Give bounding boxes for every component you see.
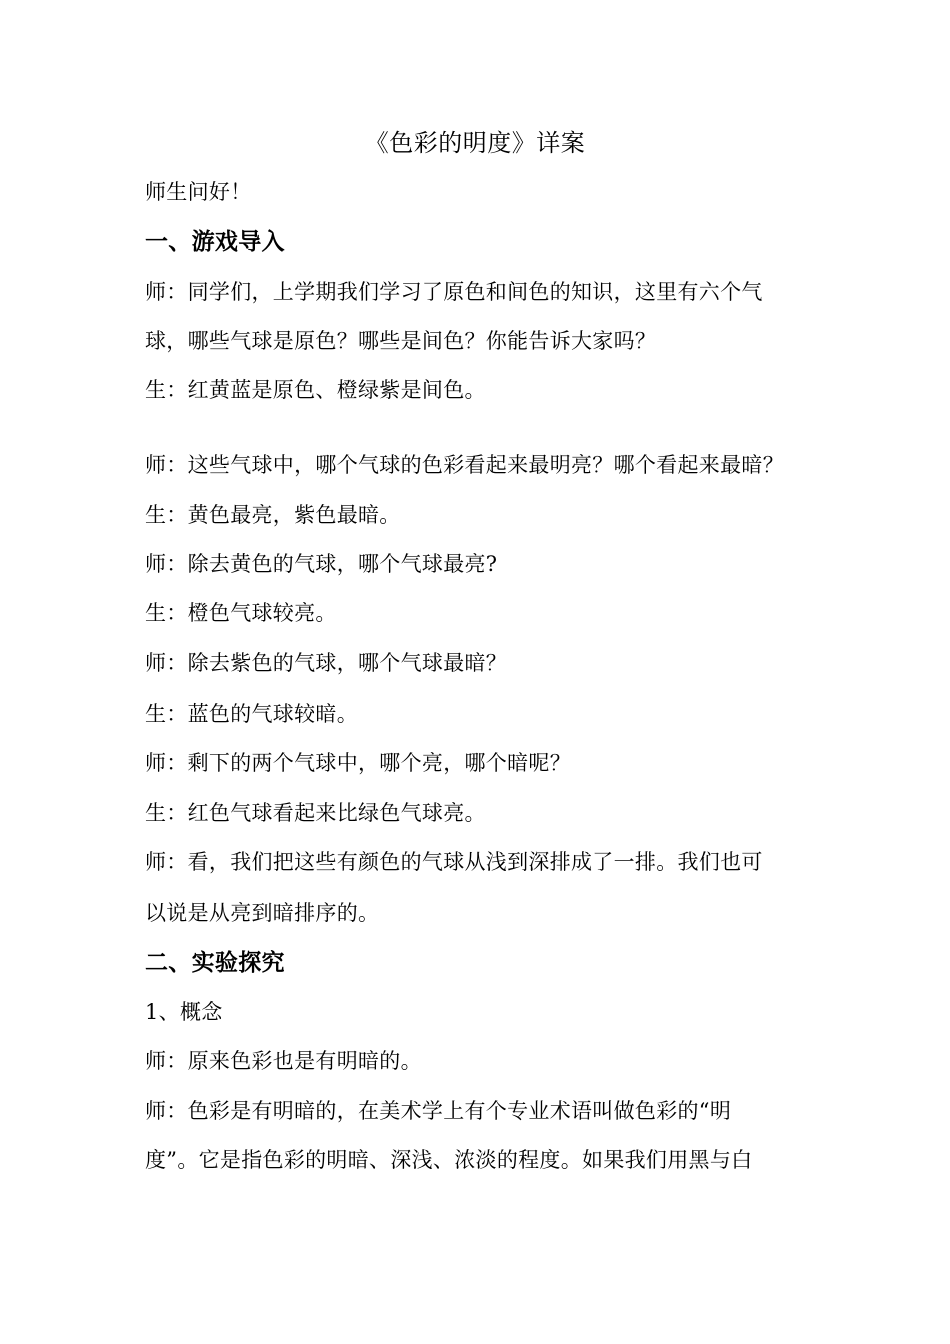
text-line: 以说是从亮到暗排序的。 <box>145 901 380 925</box>
text-line: 生：蓝色的气球较暗。 <box>145 702 358 726</box>
text-line: 师：除去黄色的气球，哪个气球最亮? <box>145 552 498 576</box>
text-line: 师：同学们，上学期我们学习了原色和间色的知识，这里有六个气 <box>145 280 763 304</box>
text-line: 度”。它是指色彩的明暗、深浅、浓淡的程度。如果我们用黑与白 <box>145 1148 753 1172</box>
text-line: 师：色彩是有明暗的，在美术学上有个专业术语叫做色彩的“明 <box>145 1099 732 1123</box>
text-line: 师生问好！ <box>145 180 252 204</box>
text-line: 师：原来色彩也是有明暗的。 <box>145 1049 422 1073</box>
text-line: 师：除去紫色的气球，哪个气球最暗？ <box>145 651 508 675</box>
text-line: 师：这些气球中，哪个气球的色彩看起来最明亮？哪个看起来最暗？ <box>145 453 784 477</box>
text-line: 生：橙色气球较亮。 <box>145 601 337 625</box>
text-line: 1、概念 <box>145 1000 223 1024</box>
text-line: 生：红色气球看起来比绿色气球亮。 <box>145 801 486 825</box>
document-title: 《色彩的明度》详案 <box>364 129 586 157</box>
text-line: 生：黄色最亮，紫色最暗。 <box>145 503 401 527</box>
text-line: 球，哪些气球是原色？哪些是间色？你能告诉大家吗？ <box>145 329 657 353</box>
text-line: 师：剩下的两个气球中，哪个亮，哪个暗呢？ <box>145 751 571 775</box>
section-heading: 二、实验探究 <box>145 950 285 976</box>
section-heading: 一、游戏导入 <box>145 229 285 255</box>
text-line: 师：看，我们把这些有颜色的气球从浅到深排成了一排。我们也可 <box>145 850 763 874</box>
text-line: 生：红黄蓝是原色、橙绿紫是间色。 <box>145 378 486 402</box>
